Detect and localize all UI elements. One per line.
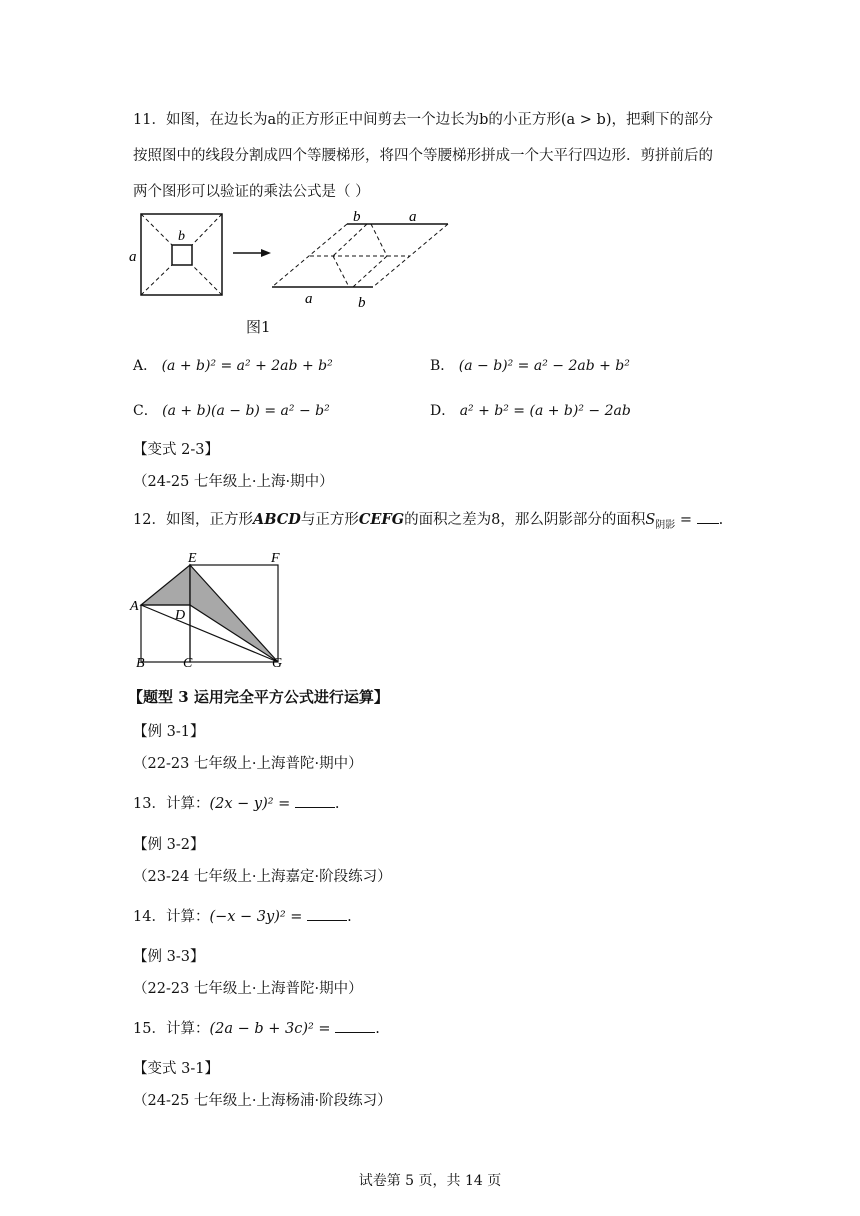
arrow-head-icon bbox=[261, 249, 271, 257]
shaded-left bbox=[141, 565, 190, 605]
q11-line1: 11．如图，在边长为a的正方形正中间剪去一个边长为b的小正方形(a > b)，把剩下的部分 bbox=[133, 112, 713, 128]
option-c-label: C． bbox=[133, 403, 158, 419]
inner-square bbox=[172, 245, 192, 265]
q11-line3: 两个图形可以验证的乘法公式是（ ） bbox=[133, 184, 370, 200]
q12-eq: = bbox=[675, 512, 697, 528]
label-a: A bbox=[130, 599, 139, 614]
q12-end: . bbox=[718, 512, 724, 528]
q12-figure bbox=[128, 546, 293, 671]
variant-2-3-source: （24-25 七年级上·上海·期中） bbox=[133, 474, 334, 490]
label-a-bottom: a bbox=[305, 291, 313, 307]
label-f: F bbox=[271, 551, 280, 566]
ex3-3-title: 【例 3-3】 bbox=[133, 949, 205, 965]
parallelogram bbox=[272, 224, 448, 287]
ex3-1-title: 【例 3-1】 bbox=[133, 724, 205, 740]
ex3-1-source: （22-23 七年级上·上海普陀·期中） bbox=[133, 756, 363, 772]
label-c: C bbox=[183, 656, 193, 671]
q14-expr: (−x − 3y)² = bbox=[209, 909, 308, 925]
ex3-2-title: 【例 3-2】 bbox=[133, 837, 205, 853]
ex3-3-source: （22-23 七年级上·上海普陀·期中） bbox=[133, 981, 363, 997]
option-a[interactable] bbox=[133, 355, 333, 375]
option-d-text: a² + b² = (a + b)² − 2ab bbox=[459, 403, 631, 419]
q11-line2: 按照图中的线段分割成四个等腰梯形，将四个等腰梯形拼成一个大平行四边形．剪拼前后的 bbox=[133, 148, 713, 164]
variant-2-3-title: 【变式 2-3】 bbox=[133, 442, 219, 458]
figure-caption: 图1 bbox=[246, 318, 271, 336]
q12-cefg: CEFG bbox=[358, 511, 405, 528]
option-a-label: A． bbox=[133, 358, 158, 374]
label-a-left: a bbox=[129, 249, 137, 265]
label-e: E bbox=[188, 551, 197, 566]
option-d-label: D． bbox=[430, 403, 456, 419]
q12-abcd: ABCD bbox=[252, 511, 301, 528]
label-g: G bbox=[272, 656, 283, 671]
q15-answer-blank[interactable] bbox=[335, 1018, 375, 1033]
option-c[interactable] bbox=[133, 400, 330, 420]
q12-post: 的面积之差为8，那么阴影部分的面积 bbox=[404, 512, 646, 528]
q14-prefix: 14．计算： bbox=[133, 909, 210, 925]
q11-figure bbox=[125, 205, 455, 315]
label-b: B bbox=[136, 656, 145, 671]
label-a-top: a bbox=[409, 209, 417, 225]
label-b-inner: b bbox=[178, 229, 185, 244]
label-d: D bbox=[175, 608, 186, 623]
option-b[interactable] bbox=[430, 355, 630, 375]
page-footer: 试卷第 5 页，共 14 页 bbox=[358, 1173, 502, 1189]
q15-end: . bbox=[375, 1021, 380, 1037]
option-d[interactable] bbox=[430, 400, 631, 420]
q15-expr: (2a − b + 3c)² = bbox=[209, 1021, 336, 1037]
q12-text bbox=[133, 509, 723, 537]
q12-answer-blank[interactable] bbox=[697, 509, 719, 524]
q12-s-sub: 阴影 bbox=[655, 519, 676, 531]
type3-title: 【题型 3 运用完全平方公式进行运算】 bbox=[128, 688, 389, 706]
q14-answer-blank[interactable] bbox=[307, 906, 347, 921]
q13-text bbox=[133, 793, 340, 815]
q14-end: . bbox=[347, 909, 352, 925]
q15-prefix: 15．计算： bbox=[133, 1021, 210, 1037]
variant-3-1-source: （24-25 七年级上·上海杨浦·阶段练习） bbox=[133, 1093, 392, 1109]
q13-end: . bbox=[334, 796, 340, 812]
q12-pre: 12．如图，正方形 bbox=[133, 512, 253, 528]
option-b-text: (a − b)² = a² − 2ab + b² bbox=[458, 358, 630, 374]
ex3-2-source: （23-24 七年级上·上海嘉定·阶段练习） bbox=[133, 869, 392, 885]
q13-prefix: 13．计算： bbox=[133, 796, 210, 812]
option-b-label: B． bbox=[430, 358, 455, 374]
label-b-top: b bbox=[353, 209, 361, 225]
dashed-diagonals bbox=[141, 214, 222, 295]
variant-3-1-title: 【变式 3-1】 bbox=[133, 1061, 219, 1077]
q15-text bbox=[133, 1018, 380, 1040]
q13-answer-blank[interactable] bbox=[295, 793, 335, 808]
option-c-text: (a + b)(a − b) = a² − b² bbox=[162, 403, 330, 419]
q12-mid: 与正方形 bbox=[300, 512, 359, 528]
option-a-text: (a + b)² = a² + 2ab + b² bbox=[161, 358, 333, 374]
shaded-right bbox=[190, 565, 278, 662]
q12-s-symbol: S bbox=[645, 512, 656, 528]
q13-expr: (2x − y)² = bbox=[209, 796, 295, 812]
label-b-bottom: b bbox=[358, 295, 366, 311]
q14-text bbox=[133, 906, 352, 928]
